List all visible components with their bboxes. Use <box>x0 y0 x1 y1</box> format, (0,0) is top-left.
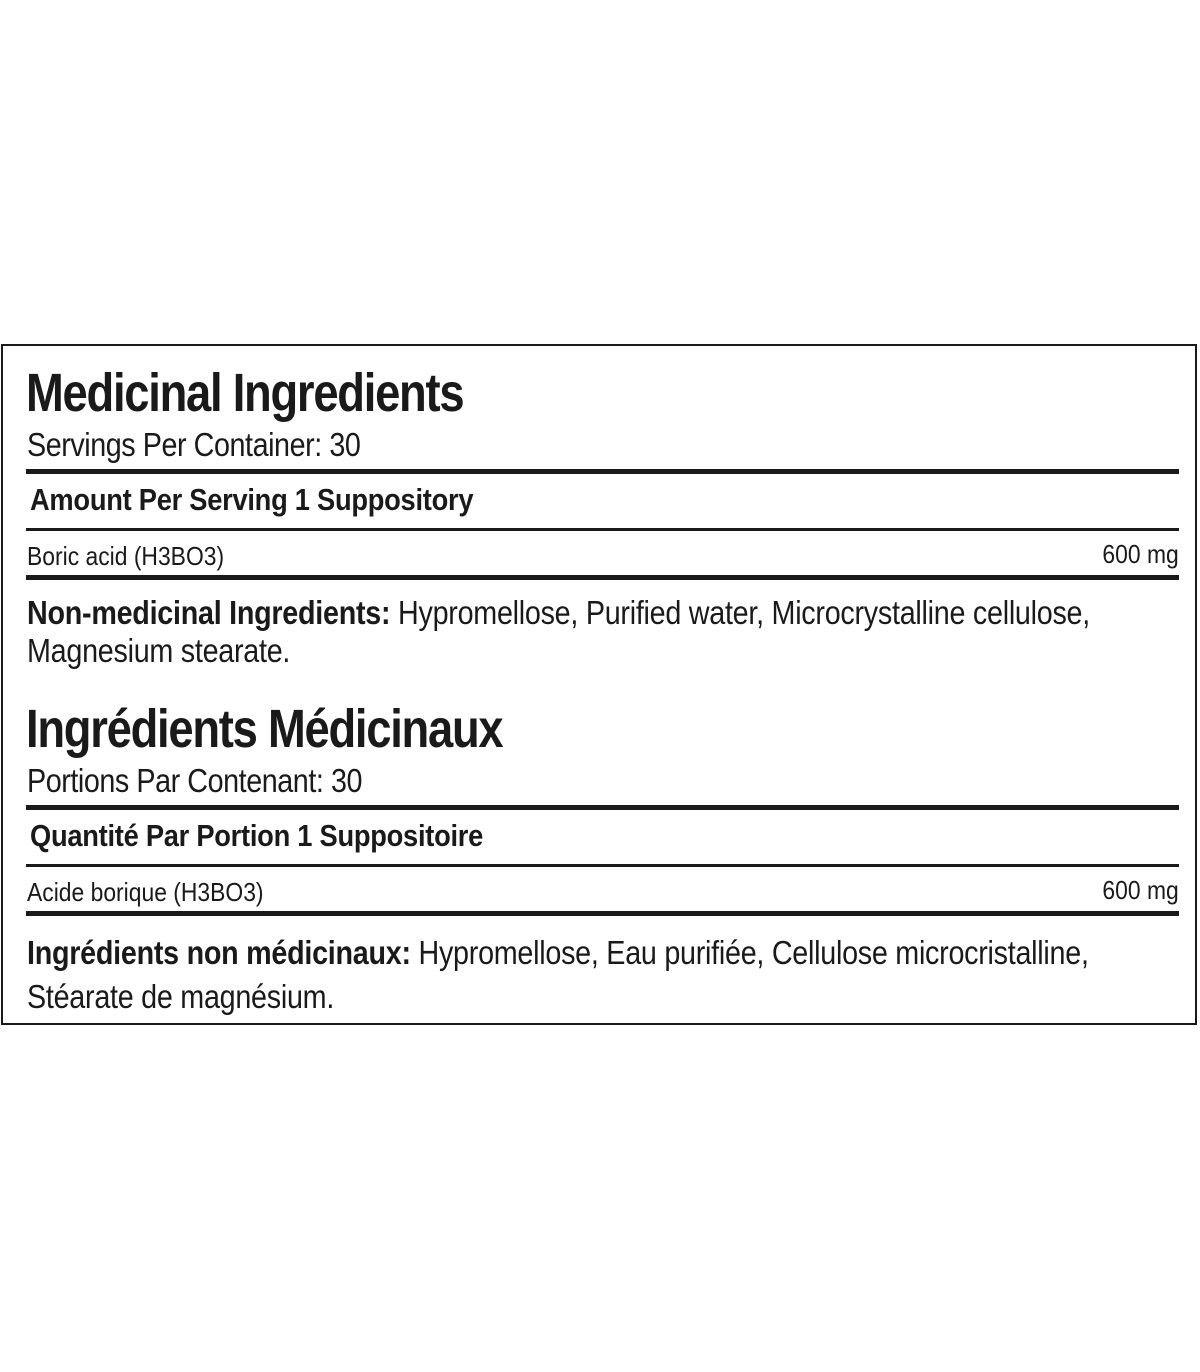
servings-per-container: Servings Per Container: 30 <box>27 426 361 463</box>
divider <box>26 528 1179 531</box>
nonmedicinal-label: Ingrédients non médicinaux: <box>27 934 411 971</box>
divider-thick <box>26 805 1179 810</box>
nonmedicinal-ingredients <box>27 931 1175 1019</box>
ingredient-name: Acide borique (H3BO3) <box>27 877 264 907</box>
nonmedicinal-list-cont: Stéarate de magnésium. <box>27 978 335 1015</box>
amount-per-serving: Quantité Par Portion 1 Suppositoire <box>30 818 484 853</box>
servings-per-container: Portions Par Contenant: 30 <box>27 762 363 799</box>
nonmedicinal-list: Hypromellose, Eau purifiée, Cellulose microcristalline, <box>410 934 1089 971</box>
nonmedicinal-list: Hypromellose, Purified water, Microcrystalline cellulose, <box>390 594 1090 631</box>
ingredient-amount: 600 mg <box>1102 875 1179 905</box>
amount-per-serving: Amount Per Serving 1 Suppository <box>30 482 474 517</box>
ingredient-name: Boric acid (H3BO3) <box>27 541 225 571</box>
section-title: Medicinal Ingredients <box>26 363 464 423</box>
ingredient-amount: 600 mg <box>1102 539 1179 569</box>
section-title: Ingrédients Médicinaux <box>26 699 503 759</box>
divider-thick <box>26 469 1179 474</box>
divider-thick <box>26 575 1179 580</box>
nonmedicinal-ingredients <box>27 594 1175 670</box>
ingredients-panel <box>1 344 1197 1025</box>
nonmedicinal-label: Non-medicinal Ingredients: <box>27 594 391 631</box>
divider-thick <box>26 911 1179 916</box>
nonmedicinal-list-cont: Magnesium stearate. <box>27 632 291 669</box>
divider <box>26 864 1179 867</box>
